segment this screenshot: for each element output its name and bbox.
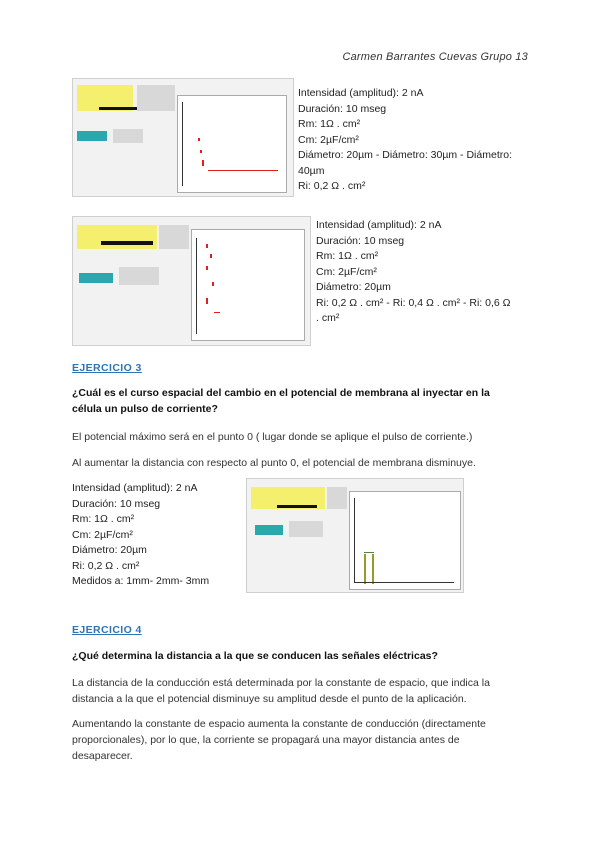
simulation-screenshot-2 bbox=[72, 216, 311, 346]
param-line: Duración: 10 mseg bbox=[72, 497, 161, 510]
exercise-4-heading: EJERCICIO 4 bbox=[72, 624, 142, 636]
param-line: Ri: 0,2 Ω . cm² - Ri: 0,4 Ω . cm² - Ri: 0,6 Ω bbox=[316, 296, 511, 309]
param-line: Diámetro: 20µm bbox=[72, 544, 147, 556]
simulation-screenshot-1 bbox=[72, 78, 294, 197]
param-line: Ri: 0,2 Ω . cm² bbox=[298, 180, 366, 192]
parameters-list-1 bbox=[298, 86, 512, 195]
page-header: Carmen Barrantes Cuevas Grupo 13 bbox=[342, 51, 528, 63]
question-line: ¿Cuál es el curso espacial del cambio en el potencial de membrana al inyectar en la bbox=[72, 387, 490, 399]
paragraph-line: proporcionales), por lo que, la corriente se propagará una mayor distancia antes de bbox=[72, 734, 460, 746]
param-line: Intensidad (amplitud): 2 nA bbox=[316, 219, 442, 231]
exercise-3-paragraph-1: El potencial máximo será en el punto 0 ( lugar donde se aplique el pulso de corriente.) bbox=[72, 431, 473, 443]
param-line: Cm: 2µF/cm² bbox=[298, 133, 359, 146]
param-line: Medidos a: 1mm- 2mm- 3mm bbox=[72, 575, 210, 587]
paragraph-line: distancia a la que el potencial disminuye su amplitud desde el punto de la aplicación. bbox=[72, 693, 467, 705]
parameters-list-3 bbox=[72, 481, 209, 590]
param-line: Cm: 2µF/cm² bbox=[316, 265, 377, 278]
param-line: Duración: 10 mseg bbox=[316, 234, 405, 247]
param-line: 40µm bbox=[298, 164, 325, 177]
param-line: Intensidad (amplitud): 2 nA bbox=[72, 482, 198, 494]
param-line: Diámetro: 20µm bbox=[316, 281, 391, 293]
param-line: Duración: 10 mseg bbox=[298, 102, 387, 115]
paragraph-line: desaparecer. bbox=[72, 750, 133, 762]
exercise-3-heading: EJERCICIO 3 bbox=[72, 362, 142, 374]
exercise-3-paragraph-2: Al aumentar la distancia con respecto al punto 0, el potencial de membrana disminuye. bbox=[72, 457, 476, 469]
param-line: Ri: 0,2 Ω . cm² bbox=[72, 559, 140, 572]
param-line: Rm: 1Ω . cm² bbox=[316, 250, 379, 262]
param-line: Diámetro: 20µm - Diámetro: 30µm - Diámetro: bbox=[298, 149, 512, 161]
paragraph-line: Aumentando la constante de espacio aumenta la constante de conducción (directamente bbox=[72, 718, 486, 730]
param-line: Rm: 1Ω . cm² bbox=[72, 513, 135, 525]
question-line: célula un pulso de corriente? bbox=[72, 402, 218, 415]
exercise-4-paragraph-2 bbox=[72, 716, 486, 764]
parameters-list-2 bbox=[316, 218, 511, 327]
param-line: . cm² bbox=[316, 312, 340, 324]
param-line: Cm: 2µF/cm² bbox=[72, 528, 133, 541]
param-line: Rm: 1Ω . cm² bbox=[298, 118, 361, 130]
simulation-screenshot-3 bbox=[246, 478, 464, 593]
exercise-3-question bbox=[72, 386, 490, 417]
exercise-4-question: ¿Qué determina la distancia a la que se conducen las señales eléctricas? bbox=[72, 650, 438, 662]
param-line: Intensidad (amplitud): 2 nA bbox=[298, 87, 424, 99]
exercise-4-paragraph-1 bbox=[72, 675, 490, 707]
paragraph-line: La distancia de la conducción está determinada por la constante de espacio, que indica la bbox=[72, 677, 490, 689]
